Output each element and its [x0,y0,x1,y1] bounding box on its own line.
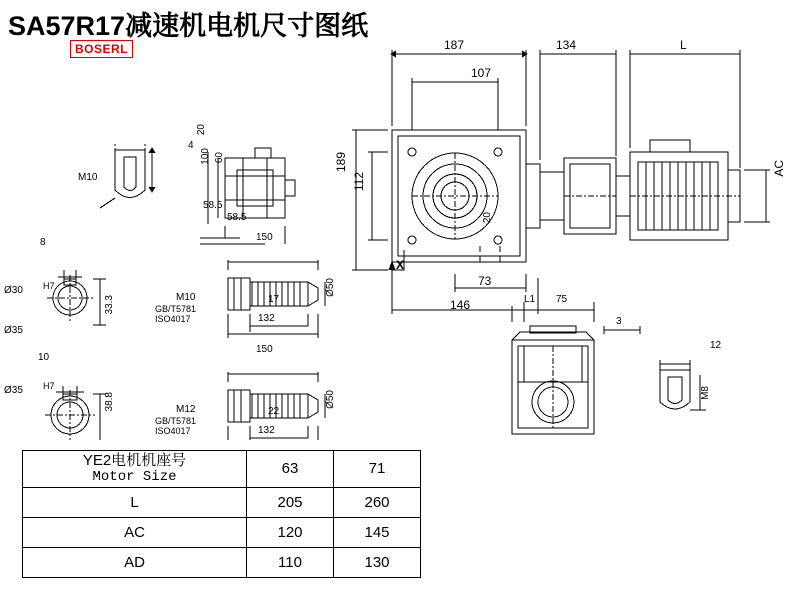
dim-33-3: 33.3 [104,295,115,315]
dim-38-8: 38.8 [104,392,115,412]
dim-187: 187 [444,38,465,52]
row-label-AD: AD [23,547,247,577]
dim-189: 189 [334,152,348,173]
row-AC-63: 120 [247,517,334,547]
dim-17: 17 [268,294,280,305]
dim-L1: L1 [524,294,536,305]
dim-107: 107 [471,66,492,80]
header-label-cn: YE2电机机座号 [82,452,187,469]
table-row [23,487,421,517]
technical-drawing [0,30,800,440]
row-L-63: 205 [247,487,334,517]
label-M8: M8 [700,386,711,400]
dim-150-bot: 150 [256,344,273,355]
page-title: SA57R17减速机电机尺寸图纸 [8,11,369,41]
label-std-iso4017-b: ISO4017 [155,426,191,436]
header-col-71: 71 [334,451,421,488]
dim-134: 134 [556,38,577,52]
label-M10-key: M10 [78,172,98,183]
dim-3: 3 [616,316,622,327]
row-label-AC: AC [23,517,247,547]
dim-20-foot: 20 [482,212,493,224]
motor-size-table [22,450,421,578]
dim-10: 10 [38,352,50,363]
dim-60: 60 [214,152,225,164]
brand-logo: BOSERL [70,40,133,58]
dim-73: 73 [478,274,492,288]
table-header-row [23,451,421,488]
dim-20-key: 20 [196,124,207,136]
table-row [23,547,421,577]
dim-150-top: 150 [256,232,273,243]
label-M12-bolt: M12 [176,404,196,415]
dim-58-5-b: 58.5 [227,212,247,223]
label-std-iso4017-a: ISO4017 [155,314,191,324]
dim-22: 22 [268,406,280,417]
dim-AC: AC [772,160,786,177]
header-label-cell [23,451,247,488]
dim-L: L [680,38,687,52]
dim-100: 100 [200,148,211,165]
dim-132-bot: 132 [258,425,275,436]
label-X: X [396,258,405,272]
dim-112: 112 [352,172,366,192]
dim-50-top: Ø50 [325,278,336,297]
dim-8: 8 [40,237,46,248]
shaft-35-label: Ø35 [4,385,23,396]
row-AD-63: 110 [247,547,334,577]
dim-50-bot: Ø50 [325,390,336,409]
header-col-63: 63 [247,451,334,488]
row-AC-71: 145 [334,517,421,547]
table-row [23,517,421,547]
label-std-gbt5781-a: GB/T5781 [155,304,197,314]
row-label-L: L [23,487,247,517]
dim-132-top: 132 [258,313,275,324]
dim-58-5-a: 58.5 [203,200,223,211]
dim-12: 12 [710,340,722,351]
shaft-35-plain-label: Ø35 [4,325,23,336]
shaft-30-label: Ø30 [4,285,23,296]
dim-146: 146 [450,298,471,312]
shaft-35-fit: H7 [43,381,55,391]
header-label-en: Motor Size [92,468,177,485]
dim-75: 75 [556,294,568,305]
label-std-gbt5781-b: GB/T5781 [155,416,197,426]
dim-4: 4 [188,140,194,151]
row-L-71: 260 [334,487,421,517]
shaft-30-fit: H7 [43,281,55,291]
label-M10-bolt: M10 [176,292,196,303]
row-AD-71: 130 [334,547,421,577]
